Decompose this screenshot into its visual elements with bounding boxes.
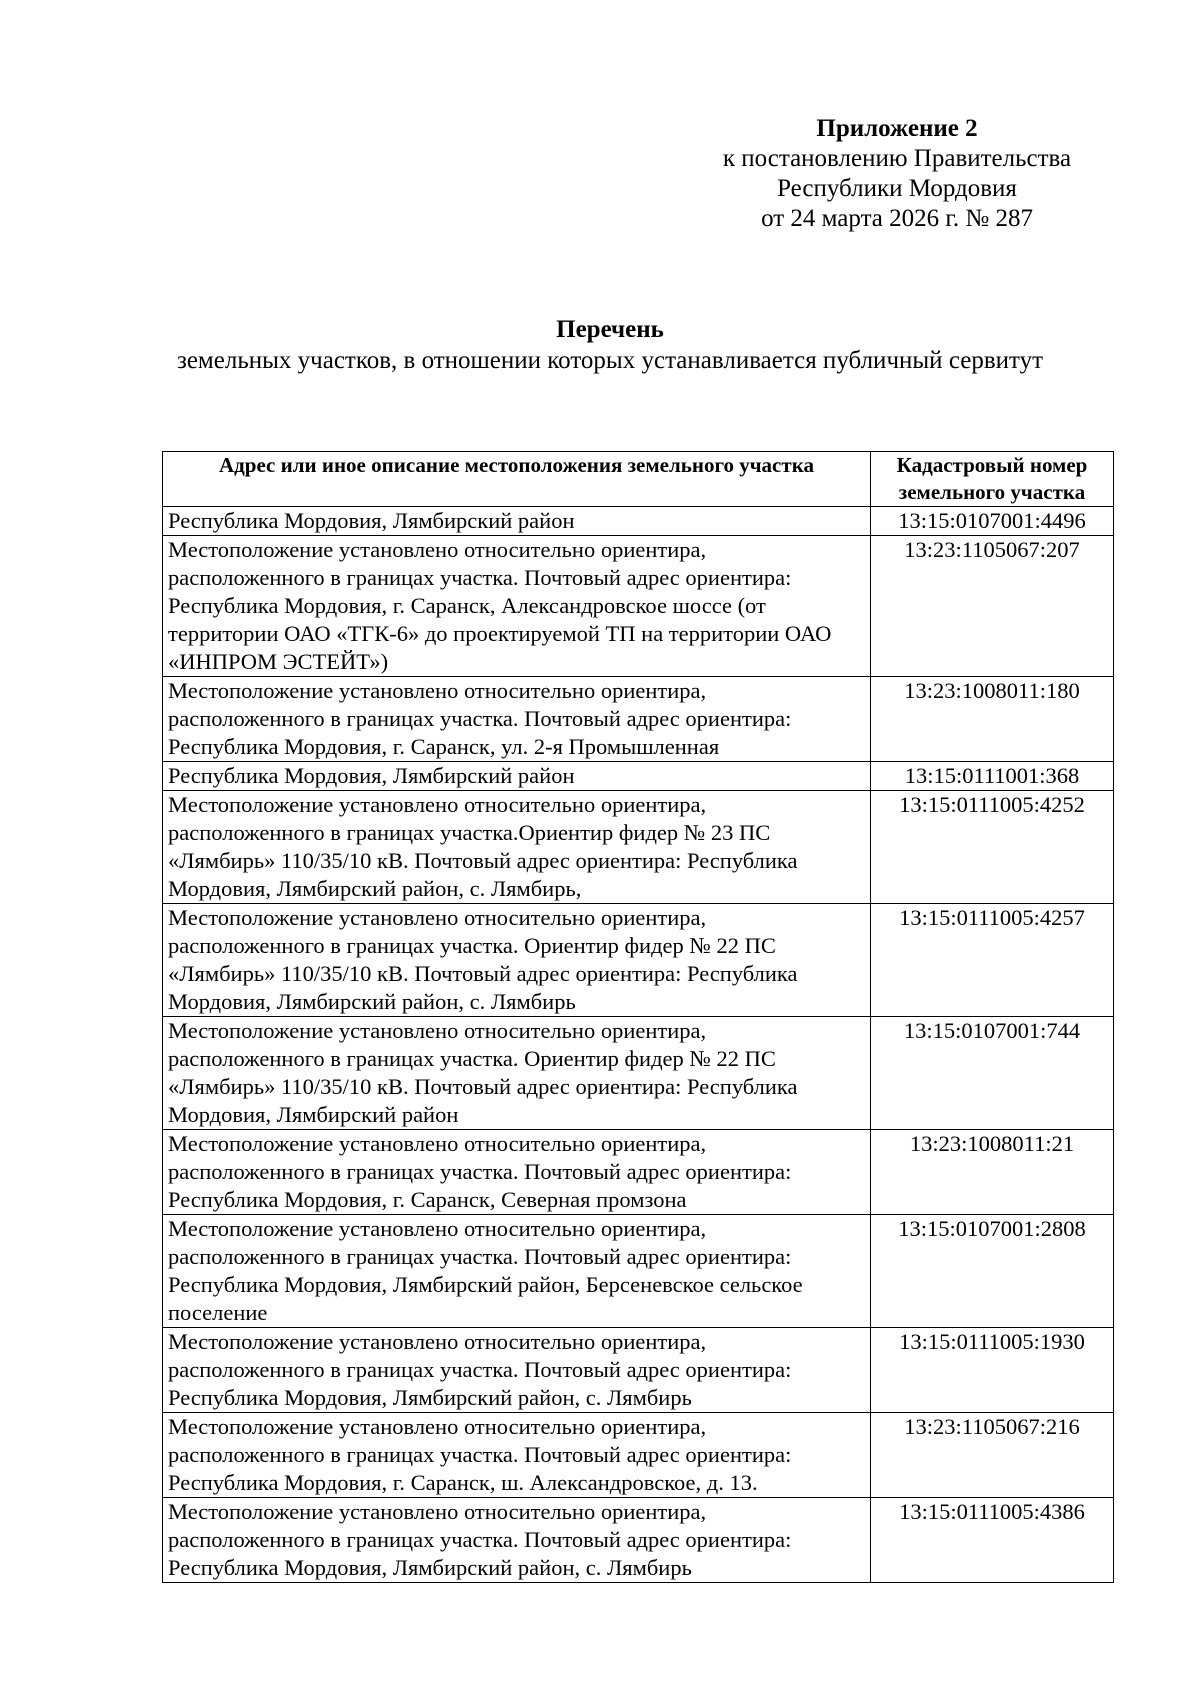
appendix-line-1: к постановлению Правительства bbox=[722, 145, 1072, 172]
table-row bbox=[163, 536, 1114, 677]
table-header-row bbox=[163, 452, 1114, 507]
table-row bbox=[163, 507, 1114, 536]
cadastral-number-cell: 13:15:0111005:4257 bbox=[871, 904, 1114, 1017]
table-row bbox=[163, 1215, 1114, 1328]
cadastral-number-cell: 13:15:0107001:744 bbox=[871, 1017, 1114, 1130]
address-cell: Местоположение установлено относительно ориентира, расположенного в границах участка. Почтовый адрес ориентира: Республика Мордовия, г. Саранск, Александровское шоссе (от территории ОАО «ТГК-6» до проектируемой ТП на территории ОАО «ИНПРОМ ЭСТЕЙТ») bbox=[163, 536, 871, 677]
land-plots-table bbox=[162, 451, 1114, 1583]
address-cell: Местоположение установлено относительно ориентира, расположенного в границах участка. Почтовый адрес ориентира: Республика Мордовия, Лямбирский район, с. Лямбирь bbox=[163, 1328, 871, 1413]
cadastral-number-cell: 13:15:0111005:1930 bbox=[871, 1328, 1114, 1413]
address-cell: Местоположение установлено относительно ориентира, расположенного в границах участка.Ориентир фидер № 23 ПС «Лямбирь» 110/35/10 кВ. Почтовый адрес ориентира: Республика Мордовия, Лямбирский район, с. Лямбирь, bbox=[163, 791, 871, 904]
cadastral-number-cell: 13:15:0111005:4386 bbox=[871, 1498, 1114, 1583]
address-cell: Местоположение установлено относительно ориентира, расположенного в границах участка. Ориентир фидер № 22 ПС «Лямбирь» 110/35/10 кВ. Почтовый адрес ориентира: Республика Мордовия, Лямбирский район, с. Лямбирь bbox=[163, 904, 871, 1017]
address-cell: Местоположение установлено относительно ориентира, расположенного в границах участка. Почтовый адрес ориентира: Республика Мордовия, г. Саранск, ул. 2-я Промышленная bbox=[163, 677, 871, 762]
document-title: Перечень bbox=[556, 316, 664, 343]
cadastral-number-cell: 13:15:0107001:4496 bbox=[871, 507, 1114, 536]
cadastral-number-cell: 13:23:1008011:21 bbox=[871, 1130, 1114, 1215]
cadastral-column-header: Кадастровый номер земельного участка bbox=[871, 452, 1114, 507]
cadastral-number-cell: 13:15:0111001:368 bbox=[871, 762, 1114, 791]
address-cell: Местоположение установлено относительно ориентира, расположенного в границах участка. Почтовый адрес ориентира: Республика Мордовия, г. Саранск, Северная промзона bbox=[163, 1130, 871, 1215]
table-row bbox=[163, 762, 1114, 791]
address-cell: Республика Мордовия, Лямбирский район bbox=[163, 762, 871, 791]
address-cell: Местоположение установлено относительно ориентира, расположенного в границах участка. Почтовый адрес ориентира: Республика Мордовия, Лямбирский район, Берсеневское сельское поселение bbox=[163, 1215, 871, 1328]
document-subtitle: земельных участков, в отношении которых устанавливается публичный сервитут bbox=[176, 347, 1044, 374]
table-row bbox=[163, 904, 1114, 1017]
table-row bbox=[163, 791, 1114, 904]
appendix-block bbox=[687, 114, 1107, 234]
address-cell: Местоположение установлено относительно ориентира, расположенного в границах участка. Ориентир фидер № 22 ПС «Лямбирь» 110/35/10 кВ. Почтовый адрес ориентира: Республика Мордовия, Лямбирский район bbox=[163, 1017, 871, 1130]
table-row bbox=[163, 1328, 1114, 1413]
document-heading bbox=[150, 314, 1070, 376]
cadastral-number-cell: 13:23:1105067:207 bbox=[871, 536, 1114, 677]
cadastral-number-cell: 13:23:1105067:216 bbox=[871, 1413, 1114, 1498]
appendix-line-2: Республики Мордовия bbox=[777, 175, 1017, 202]
address-column-header: Адрес или иное описание местоположения земельного участка bbox=[163, 452, 871, 507]
table-row bbox=[163, 1130, 1114, 1215]
address-cell: Местоположение установлено относительно ориентира, расположенного в границах участка. Почтовый адрес ориентира: Республика Мордовия, Лямбирский район, с. Лямбирь bbox=[163, 1498, 871, 1583]
address-cell: Местоположение установлено относительно ориентира, расположенного в границах участка. Почтовый адрес ориентира: Республика Мордовия, г. Саранск, ш. Александровское, д. 13. bbox=[163, 1413, 871, 1498]
appendix-line-3: от 24 марта 2026 г. № 287 bbox=[761, 205, 1033, 232]
table-row bbox=[163, 677, 1114, 762]
cadastral-number-cell: 13:23:1008011:180 bbox=[871, 677, 1114, 762]
appendix-label: Приложение 2 bbox=[816, 115, 978, 142]
table-body bbox=[163, 507, 1114, 1583]
table-row bbox=[163, 1017, 1114, 1130]
cadastral-number-cell: 13:15:0107001:2808 bbox=[871, 1215, 1114, 1328]
address-cell: Республика Мордовия, Лямбирский район bbox=[163, 507, 871, 536]
table-row bbox=[163, 1413, 1114, 1498]
table-row bbox=[163, 1498, 1114, 1583]
cadastral-number-cell: 13:15:0111005:4252 bbox=[871, 791, 1114, 904]
